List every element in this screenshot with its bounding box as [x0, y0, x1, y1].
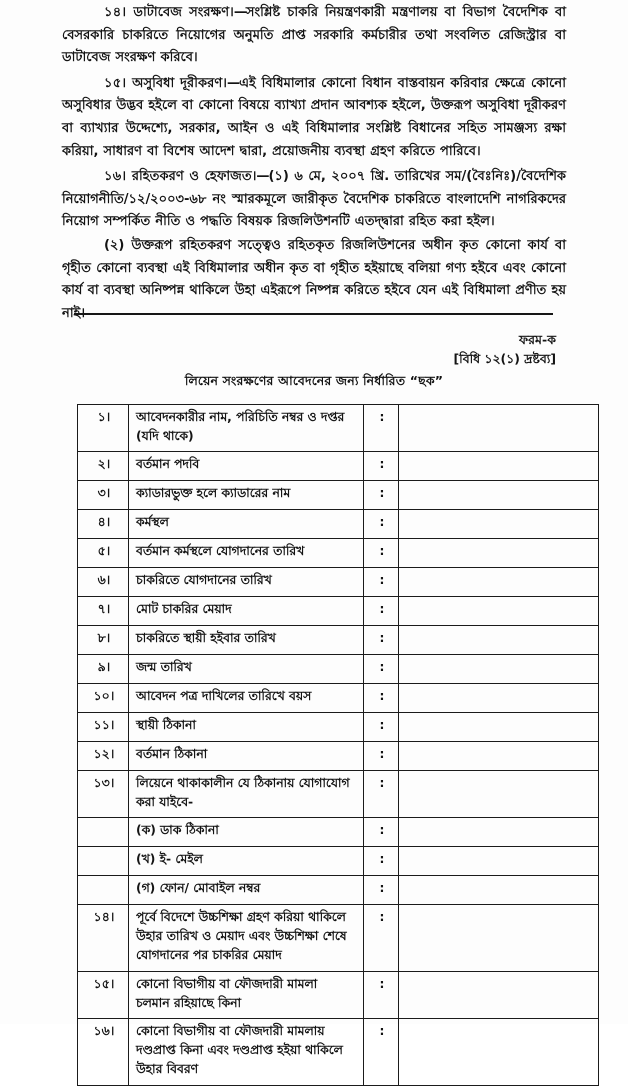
- row-colon-separator: :: [364, 510, 399, 539]
- table-row: [78, 771, 599, 818]
- row-label-line-1: (গ) ফোন/ মোবাইল নম্বর: [136, 881, 261, 895]
- row-label: [129, 684, 364, 713]
- row-label: [129, 713, 364, 742]
- form-name: ফরম-ক: [518, 332, 556, 347]
- table-row: [78, 597, 599, 626]
- section-14-dash: —: [233, 5, 246, 20]
- row-label: [129, 626, 364, 655]
- row-label-line-1: ক্যাডারভুক্ত হলে ক্যাডারের নাম: [136, 486, 291, 500]
- row-label: [129, 1019, 364, 1086]
- table-row: [78, 539, 599, 568]
- row-label: [129, 742, 364, 771]
- row-label-line-1: পূর্বে বিদেশে উচ্চশিক্ষা গ্রহণ করিয়া থাকিলে: [136, 910, 346, 924]
- row-colon-separator: :: [364, 713, 399, 742]
- row-value-field[interactable]: [399, 481, 599, 510]
- row-serial-number: ১৩।: [78, 771, 129, 818]
- row-value-field[interactable]: [399, 972, 599, 1019]
- row-label-line-1: জন্ম তারিখ: [136, 660, 192, 674]
- form-title: লিয়েন সংরক্ষণের আবেদনের জন্য নির্ধারিত “ছক”: [184, 373, 444, 388]
- row-value-field[interactable]: [399, 876, 599, 905]
- row-serial-number: ১৬।: [78, 1019, 129, 1086]
- table-row: [78, 481, 599, 510]
- row-serial-number: [78, 876, 129, 905]
- row-serial-number: ৭।: [78, 597, 129, 626]
- table-row: [78, 847, 599, 876]
- row-label-line-1: আবেদন পত্র দাখিলের তারিখে বয়স: [136, 689, 312, 703]
- row-value-field[interactable]: [399, 568, 599, 597]
- row-serial-number: ১২।: [78, 742, 129, 771]
- row-label: [129, 972, 364, 1019]
- row-serial-number: ১১।: [78, 713, 129, 742]
- table-row: [78, 452, 599, 481]
- table-row: [78, 568, 599, 597]
- row-label: [129, 510, 364, 539]
- row-value-field[interactable]: [399, 771, 599, 818]
- section-14-body: সংশ্লিষ্ট চাকরি নিয়ন্ত্রণকারী মন্ত্রণালয় বা বিভাগ বৈদেশিক বা বেসরকারি চাকরিতে নিয়োগের অনুমতি প্রাপ্ত সরকারি কর্মচারীর তথা সংবলিত রেজিস্ট্রার বা ডাটাবেজ সংরক্ষণ করিবে।: [62, 5, 566, 66]
- row-value-field[interactable]: [399, 452, 599, 481]
- row-label-line-2: দণ্ডপ্রাপ্ত কিনা এবং দণ্ডপ্রাপ্ত হইয়া থাকিলে উহার বিবরণ: [136, 1043, 343, 1077]
- section-16-body: (১) ৬ মে, ২০০৭ খ্রি. তারিখের সম/(বৈঃনিঃ)/বৈদেশিক নিয়োগনীতি/১২/২০০৩-৬৮ নং স্মারকমূলে জারীকৃত বৈদেশিক চাকরিতে বাংলাদেশি নাগরিকদের নিয়োগ সম্পর্কিত নীতি ও পদ্ধতি বিষয়ক রিজলিউশনটি এতদ্দ্বারা রহিত করা হইল।: [62, 169, 567, 230]
- row-label: [129, 597, 364, 626]
- table-row: [78, 905, 599, 972]
- row-colon-separator: :: [364, 742, 399, 771]
- lien-application-form-table: [77, 404, 599, 1086]
- row-label-line-1: স্থায়ী ঠিকানা: [136, 718, 196, 732]
- section-16-number: ১৬।: [104, 169, 127, 185]
- row-value-field[interactable]: [399, 405, 599, 452]
- row-label-line-1: কোনো বিভাগীয় বা ফৌজদারী মামলা: [136, 977, 318, 991]
- row-serial-number: [78, 847, 129, 876]
- row-serial-number: ১৫।: [78, 972, 129, 1019]
- form-rule-reference: [বিধি ১২(১) দ্রষ্টব্য]: [453, 351, 556, 366]
- row-label-line-1: (খ) ই- মেইল: [136, 852, 203, 866]
- row-value-field[interactable]: [399, 905, 599, 972]
- row-colon-separator: :: [364, 626, 399, 655]
- table-row: [78, 626, 599, 655]
- row-label-line-1: (ক) ডাক ঠিকানা: [136, 823, 219, 837]
- row-colon-separator: :: [364, 1019, 399, 1086]
- section-14-paragraph: [62, 2, 566, 70]
- row-colon-separator: :: [364, 771, 399, 818]
- row-serial-number: [78, 818, 129, 847]
- row-label: [129, 905, 364, 972]
- section-15-body: এই বিধিমালার কোনো বিধান বাস্তবায়ন করিবার ক্ষেত্রে কোনো অসুবিধার উদ্ভব হইলে বা কোনো বিষয়ে ব্যাখ্যা প্রদান আবশ্যক হইলে, উক্তরূপ অসুবিধা দূরীকরণ বা ব্যাখ্যার উদ্দেশ্যে, সরকার, আইন ও এই বিধিমালার সংশ্লিষ্ট বিধানের সহিত সামঞ্জস্য রক্ষা করিয়া, সাধারণ বা বিশেষ আদেশ দ্বারা, প্রয়োজনীয় ব্যবস্থা গ্রহণ করিতে পারিবে।: [62, 75, 566, 159]
- row-label: [129, 539, 364, 568]
- table-row: [78, 713, 599, 742]
- row-label-line-1: কোনো বিভাগীয় বা ফৌজদারী মামলায়: [136, 1024, 325, 1038]
- row-label-line-1: চাকরিতে স্থায়ী হইবার তারিখ: [136, 631, 276, 645]
- section-14-title: ডাটাবেজ সংরক্ষণ।: [133, 5, 234, 20]
- table-row: [78, 876, 599, 905]
- row-colon-separator: :: [364, 568, 399, 597]
- form-table-body: [78, 405, 599, 1086]
- table-row: [78, 972, 599, 1019]
- section-16-paragraph: [62, 166, 566, 234]
- row-value-field[interactable]: [399, 626, 599, 655]
- row-label: [129, 452, 364, 481]
- row-serial-number: ১০।: [78, 684, 129, 713]
- row-label-line-1: চাকরিতে যোগদানের তারিখ: [136, 573, 272, 587]
- row-colon-separator: :: [364, 818, 399, 847]
- row-serial-number: ২।: [78, 452, 129, 481]
- row-serial-number: ৩।: [78, 481, 129, 510]
- table-row: [78, 655, 599, 684]
- row-serial-number: ১।: [78, 405, 129, 452]
- row-value-field[interactable]: [399, 1019, 599, 1086]
- row-label-line-1: আবেদনকারীর নাম, পরিচিতি নম্বর ও দপ্তর: [136, 410, 345, 424]
- row-label-line-2: উহার তারিখ ও মেয়াদ এবং উচ্চশিক্ষা শেষে যোগদানের পর চাকরির মেয়াদ: [136, 929, 347, 963]
- row-value-field[interactable]: [399, 847, 599, 876]
- row-label: [129, 771, 364, 818]
- row-label: [129, 847, 364, 876]
- table-row: [78, 510, 599, 539]
- row-serial-number: ১৪।: [78, 905, 129, 972]
- row-colon-separator: :: [364, 905, 399, 972]
- row-label-line-1: বর্তমান পদবি: [136, 457, 200, 471]
- row-label: [129, 405, 364, 452]
- row-colon-separator: :: [364, 539, 399, 568]
- table-row: [78, 684, 599, 713]
- row-value-field[interactable]: [399, 713, 599, 742]
- row-label-line-2: করা যাইবে-: [136, 795, 194, 810]
- legal-text-body: [62, 2, 566, 326]
- section-15-number: ১৫।: [104, 75, 127, 91]
- row-value-field[interactable]: [399, 597, 599, 626]
- table-row: [78, 1019, 599, 1086]
- row-label: [129, 568, 364, 597]
- row-serial-number: ৪।: [78, 510, 129, 539]
- row-colon-separator: :: [364, 684, 399, 713]
- row-colon-separator: :: [364, 452, 399, 481]
- section-14-number: ১৪।: [104, 5, 127, 20]
- row-colon-separator: :: [364, 597, 399, 626]
- row-serial-number: ৮।: [78, 626, 129, 655]
- section-divider-rule: [74, 313, 553, 315]
- row-label: [129, 655, 364, 684]
- row-serial-number: ৯।: [78, 655, 129, 684]
- section-16-subclause-2-paragraph: [62, 235, 566, 325]
- row-label-line-2: (যদি থাকে): [136, 429, 194, 444]
- row-colon-separator: :: [364, 405, 399, 452]
- row-label-line-1: বর্তমান ঠিকানা: [136, 747, 208, 761]
- section-16-subclause-2-body: (২) উক্তরূপ রহিতকরণ সত্ত্বেও রহিতকৃত রিজলিউশনের অধীন কৃত কোনো কার্য বা গৃহীত কোনো ব্যবস্থা এই বিধিমালার অধীন কৃত বা গৃহীত হইয়াছে বলিয়া গণ্য হইবে এবং কোনো কার্য বা ব্যবস্থা অনিষ্পন্ন থাকিলে উহা এইরূপে নিষ্পন্ন করিতে হইবে যেন এই বিধিমালা প্রণীত হয় নাই।: [62, 237, 566, 321]
- row-label-line-1: মোট চাকরির মেয়াদ: [136, 602, 232, 616]
- section-15-dash: —: [226, 75, 240, 91]
- row-label: [129, 818, 364, 847]
- form-table-container: [77, 404, 546, 1086]
- row-colon-separator: :: [364, 847, 399, 876]
- row-colon-separator: :: [364, 972, 399, 1019]
- row-label: [129, 481, 364, 510]
- row-value-field[interactable]: [399, 539, 599, 568]
- row-label-line-1: লিয়েনে থাকাকালীন যে ঠিকানায় যোগাযোগ: [136, 776, 350, 790]
- table-row: [78, 818, 599, 847]
- table-row: [78, 405, 599, 452]
- row-label-line-1: কর্মস্থল: [136, 515, 169, 529]
- row-value-field[interactable]: [399, 655, 599, 684]
- section-16-title: রহিতকরণ ও হেফাজত।: [131, 169, 257, 185]
- row-value-field[interactable]: [399, 742, 599, 771]
- row-value-field[interactable]: [399, 510, 599, 539]
- row-value-field[interactable]: [399, 818, 599, 847]
- row-colon-separator: :: [364, 876, 399, 905]
- section-16-dash: —: [256, 169, 269, 185]
- row-colon-separator: :: [364, 481, 399, 510]
- row-label-line-1: বর্তমান কর্মস্থলে যোগদানের তারিখ: [136, 544, 305, 558]
- table-row: [78, 742, 599, 771]
- row-value-field[interactable]: [399, 684, 599, 713]
- section-15-title: অসুবিধা দূরীকরণ।: [132, 75, 227, 91]
- row-label: [129, 876, 364, 905]
- row-label-line-2: চলমান রহিয়াছে কিনা: [136, 996, 242, 1011]
- section-15-paragraph: [62, 73, 566, 163]
- row-serial-number: ৬।: [78, 568, 129, 597]
- row-colon-separator: :: [364, 655, 399, 684]
- row-serial-number: ৫।: [78, 539, 129, 568]
- form-meta-block: [296, 330, 556, 368]
